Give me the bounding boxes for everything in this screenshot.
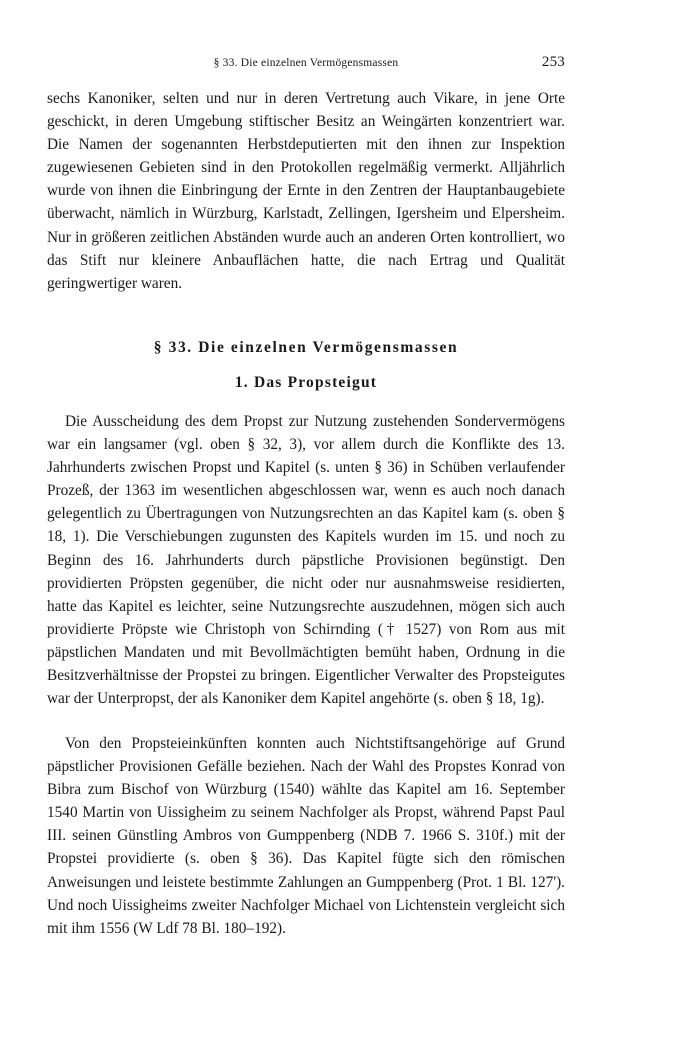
paragraph-continued: sechs Kanoniker, selten und nur in deren Vertretung auch Vikare, in jene Orte geschickt, in deren Umgebung stiftischer Besitz an Weingärten konzentriert war. Die Namen der sogenannten Herbstdeputierten mit den ihnen zur Inspektion zugewiesenen Gebieten sind in den Protokollen regelmäßig vermerkt. Alljährlich wurde von ihnen die Einbringung der Ernte in den Zentren der Hauptanbaugebiete überwacht, nämlich in Würzburg, Karlstadt, Zellingen, Igersheim und Elpersheim. Nur in größeren zeitlichen Abständen wurde auch an anderen Orten kontrolliert, wo das Stift nur kleinere Anbauflächen hatte, die nach Ertrag und Qualität geringwertiger waren. <box>47 90 565 292</box>
paragraph-propsteigut: Die Ausscheidung des dem Propst zur Nutzung zustehenden Sondervermögens war ein langsamer (vgl. oben § 32, 3), vor allem durch die Konflikte des 13. Jahrhunderts zwischen Propst und Kapitel (s. unten § 36) in Schüben verlaufender Prozeß, der 1363 im wesentlichen abgeschlossen war, wenn es auch noch danach gelegentlich zu Übertragungen von Nutzungsrechten an das Kapitel kam (s. oben § 18, 1). Die Verschiebungen zugunsten des Kapitels wurden im 15. und noch zu Beginn des 16. Jahrhunderts durch päpstliche Provisionen begünstigt. Den providierten Pröpsten gegenüber, die nicht oder nur ausnahmsweise residierten, hatte das Kapitel es leichter, seine Nutzungsrechte auszudehnen, mögen sich auch providierte Pröpste wie Christoph von Schirnding († 1527) von Rom aus mit päpstlichen Mandaten und mit Bevollmächtigten bemüht haben, Ordnung in die Besitzverhältnisse der Propstei zu bringen. Eigentlicher Verwalter des Propsteigutes war der Unterpropst, der als Kanoniker dem Kapitel angehörte (s. oben § 18, 1g). <box>47 413 565 708</box>
subsection-heading: 1. Das Propsteigut <box>234 374 378 391</box>
running-head <box>47 54 565 74</box>
page-number: 253 <box>541 54 565 70</box>
section-heading: § 33. Die einzelnen Vermögensmassen <box>153 339 459 356</box>
paragraph-propsteieinkuenfte: Von den Propsteieinkünften konnten auch Nichtstiftsangehörige auf Grund päpstlicher Provisionen Gefälle beziehen. Nach der Wahl des Propstes Konrad von Bibra zum Bischof von Würzburg (1540) wählte das Kapitel am 16. September 1540 Martin von Uissigheim zu seinem Nachfolger als Propst, während Papst Paul III. seinen Günstling Ambros von Gumppenberg (NDB 7. 1966 S. 310f.) mit der Propstei providierte (s. oben § 36). Das Kapitel fügte sich den römischen Anweisungen und leistete bestimmte Zahlungen an Gumppenberg (Prot. 1 Bl. 127'). Und noch Uissigheims zweiter Nachfolger Michael von Lichtenstein vergleicht sich mit ihm 1556 (W Ldf 78 Bl. 180–192). <box>47 735 565 937</box>
running-head-title: § 33. Die einzelnen Vermögensmassen <box>213 57 399 69</box>
